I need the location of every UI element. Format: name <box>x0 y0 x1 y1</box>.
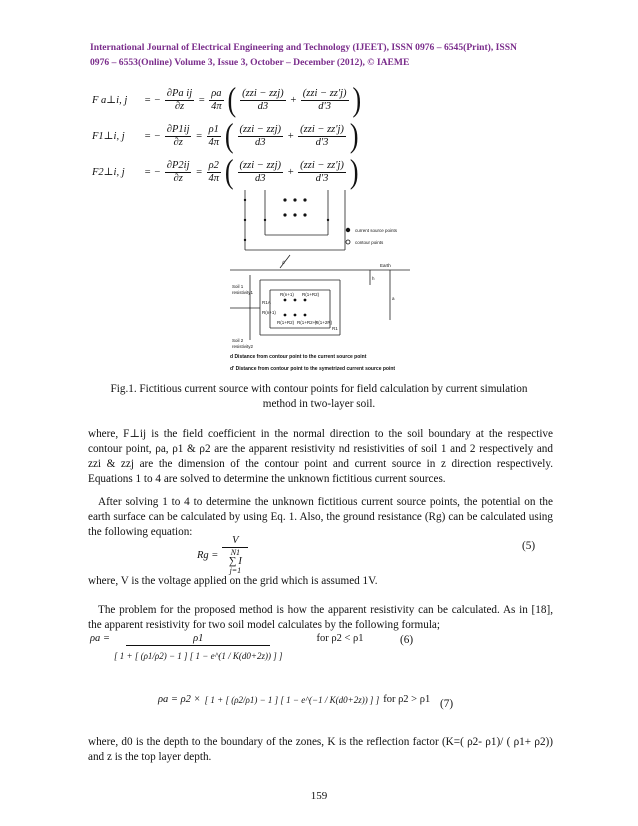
eq-equals: = <box>198 94 206 106</box>
eq-coef <box>209 88 223 113</box>
eq5-den-top: N1 <box>230 548 241 557</box>
soil2-label: Soil 2 <box>232 338 244 343</box>
eq-open-paren: ( <box>224 152 234 191</box>
eq5-den-bottom: j=1 <box>229 566 242 575</box>
eq-coef-den: 4π <box>208 136 219 148</box>
eq-term1-num: (zzi − zzj) <box>239 159 282 171</box>
soil1-label: Soil 1 <box>232 284 244 289</box>
eq6-number: (6) <box>400 634 414 646</box>
eq-term2-den: d'3 <box>315 172 329 184</box>
eq-term2 <box>301 88 349 113</box>
note-dprime: d' Distance from contour point to the symetrized current source point <box>230 366 396 372</box>
equation-row <box>92 154 361 190</box>
legend-current-label: current source points <box>355 228 398 233</box>
eq6-lhs: ρa = <box>90 633 111 644</box>
eq-equals: = <box>195 166 203 178</box>
eq-minus: = − <box>144 130 161 142</box>
eq-deriv-den: ∂z <box>173 136 183 148</box>
two-layer-soil-figure <box>230 190 430 375</box>
eq-term1 <box>238 160 284 185</box>
eq-deriv-den: ∂z <box>174 100 185 112</box>
eq-plus: + <box>287 166 295 178</box>
eq-coef-den: 4π <box>211 100 222 112</box>
equation-6 <box>90 633 530 662</box>
cell-label: R(n+1) <box>262 310 276 315</box>
equation-row <box>92 82 361 118</box>
eq5-den-var: I <box>238 556 242 567</box>
eq-lhs: F1⊥i, j <box>92 131 125 142</box>
eq-derivative <box>165 124 192 149</box>
eq7-row <box>158 694 458 705</box>
eq-deriv-num: ∂Pa ij <box>166 87 193 99</box>
eq-term1 <box>238 124 284 149</box>
eq-lhs: F a⊥i, j <box>92 95 128 106</box>
eq-close-paren: ) <box>349 152 359 191</box>
soil1-res-label: resistivity1 <box>232 290 254 295</box>
cell-label: R(1+R2) <box>277 320 295 325</box>
paragraph-2: After solving 1 to 4 to determine the unknown fictitious current source points, the potential on the earth surface can be calculated by using Eq. 1. Also, the ground resistance (Rg) can be calculated using the following equation: <box>88 496 553 538</box>
cell-label: R(1+R2+) <box>297 320 317 325</box>
eq-coef-num: ρ1 <box>208 123 219 135</box>
eq-plus: + <box>287 130 295 142</box>
eq-coef-num: ρ2 <box>208 159 219 171</box>
cell-label: R1 <box>332 326 338 331</box>
equation-block <box>92 82 361 190</box>
eq5-number: (5) <box>522 540 536 552</box>
eq-coef-num: ρa <box>211 87 222 99</box>
eq-term1 <box>240 88 286 113</box>
eq6-num: ρ1 <box>126 633 270 646</box>
eq7-lhs: ρa = ρ2 × <box>158 694 201 705</box>
eq-deriv-num: ∂P2ij <box>166 159 190 171</box>
eq-close-paren: ) <box>352 80 362 119</box>
eq-lhs: F2⊥i, j <box>92 167 125 178</box>
soil2-res-label: resistivity2 <box>232 344 254 349</box>
paragraph-5: where, d0 is the depth to the boundary of the zones, K is the reflection factor (K=( ρ2- ρ1)/ ( ρ1+ ρ2)) and z is the top layer depth. <box>88 736 553 763</box>
eq-term2-num: (zzi − zz'j) <box>302 87 347 99</box>
earth-label: Earth <box>380 263 391 268</box>
paragraph-4: The problem for the proposed method is how the apparent resistivity can be calculated. As in [18], the apparent resistivity for two soil model calculates by the following formula; <box>88 604 553 631</box>
eq6-condition: for ρ2 < ρ1 <box>316 633 364 644</box>
d-label: d <box>282 260 285 265</box>
eq5-lhs: Rg = <box>197 549 219 561</box>
eq-derivative <box>165 88 194 113</box>
eq6-row <box>90 633 530 662</box>
page-number: 159 <box>310 790 328 802</box>
eq6-fraction <box>114 633 282 662</box>
h-label: h <box>372 276 375 281</box>
equation-7 <box>158 694 458 705</box>
eq-open-paren: ( <box>227 80 237 119</box>
journal-header <box>90 40 560 70</box>
cell-label: R1A <box>262 300 271 305</box>
eq-coef-den: 4π <box>208 172 219 184</box>
note-d: d Distance from contour point to the current source point <box>230 354 367 360</box>
cell-label: R(1+2R) <box>315 320 333 325</box>
cell-label: R(n+1) <box>280 292 294 297</box>
eq7-condition: for ρ2 > ρ1 <box>383 694 431 705</box>
eq-term2-den: d'3 <box>315 136 329 148</box>
eq-close-paren: ) <box>349 116 359 155</box>
equation-5 <box>197 535 248 575</box>
eq-plus: + <box>289 94 297 106</box>
eq5-num: V <box>222 535 248 548</box>
eq-term2-num: (zzi − zz'j) <box>300 123 344 135</box>
paragraph-3: where, V is the voltage applied on the grid which is assumed 1V. <box>88 575 378 587</box>
eq-deriv-den: ∂z <box>173 172 183 184</box>
equation-row <box>92 118 361 154</box>
a-label: a <box>392 296 395 301</box>
eq-term2-den: d'3 <box>318 100 332 112</box>
eq-term2 <box>298 160 346 185</box>
header-line-2: 0976 – 6553(Online) Volume 3, Issue 3, October – December (2012), © IAEME <box>90 57 410 68</box>
caption-line-1: Fig.1. Fictitious current source with contour points for field calculation by current simulation <box>110 383 528 395</box>
eq-term1-den: d3 <box>255 172 266 184</box>
eq5-fraction <box>222 535 248 575</box>
eq7-body: [ 1 + [ (ρ2/ρ1) − 1 ] [ 1 − e^(−1 / K(d0+2z)) ] ] <box>204 694 380 705</box>
eq-term1-num: (zzi − zzj) <box>242 87 284 99</box>
eq6-den: [ 1 + [ (ρ1/ρ2) − 1 ] [ 1 − e^(1 / K(d0+2z)) ] ] <box>114 651 283 661</box>
eq-term1-num: (zzi − zzj) <box>239 123 282 135</box>
eq-term2 <box>298 124 346 149</box>
header-line-1: International Journal of Electrical Engineering and Technology (IJEET), ISSN 0976 – 6545(Print), ISSN <box>90 42 517 53</box>
figure-caption <box>88 382 550 412</box>
eq5-sum-symbol: ∑ <box>228 556 237 567</box>
paragraph-1: where, F⊥ij is the field coefficient in the normal direction to the soil boundary at the respective contour point, ρa, ρ1 & ρ2 are the apparent resistivity nd resistivities of soil 1 and 2 respectively and zzi & zzj are the dimension of the contour point and current source in z direction respectively. Equations 1 to 4 are solved to determine the unknown fictitious current sources. <box>88 428 553 485</box>
eq-derivative <box>165 160 192 185</box>
eq5-den-sum-row <box>229 557 242 566</box>
eq-term2-num: (zzi − zz'j) <box>300 159 344 171</box>
eq-deriv-num: ∂P1ij <box>166 123 190 135</box>
eq-coef <box>207 160 221 185</box>
eq-minus: = − <box>144 166 161 178</box>
legend-contour-label: contour points <box>355 240 384 245</box>
eq5-row <box>197 535 248 575</box>
eq-term1-den: d3 <box>257 100 269 112</box>
caption-line-2: method in two-layer soil. <box>262 398 376 410</box>
eq5-den <box>229 548 242 575</box>
eq-coef <box>207 124 221 149</box>
eq-equals: = <box>195 130 203 142</box>
eq-open-paren: ( <box>224 116 234 155</box>
eq-term1-den: d3 <box>255 136 266 148</box>
eq-minus: = − <box>144 94 161 106</box>
eq7-number: (7) <box>440 698 454 710</box>
cell-label: R(1+R2) <box>302 292 320 297</box>
